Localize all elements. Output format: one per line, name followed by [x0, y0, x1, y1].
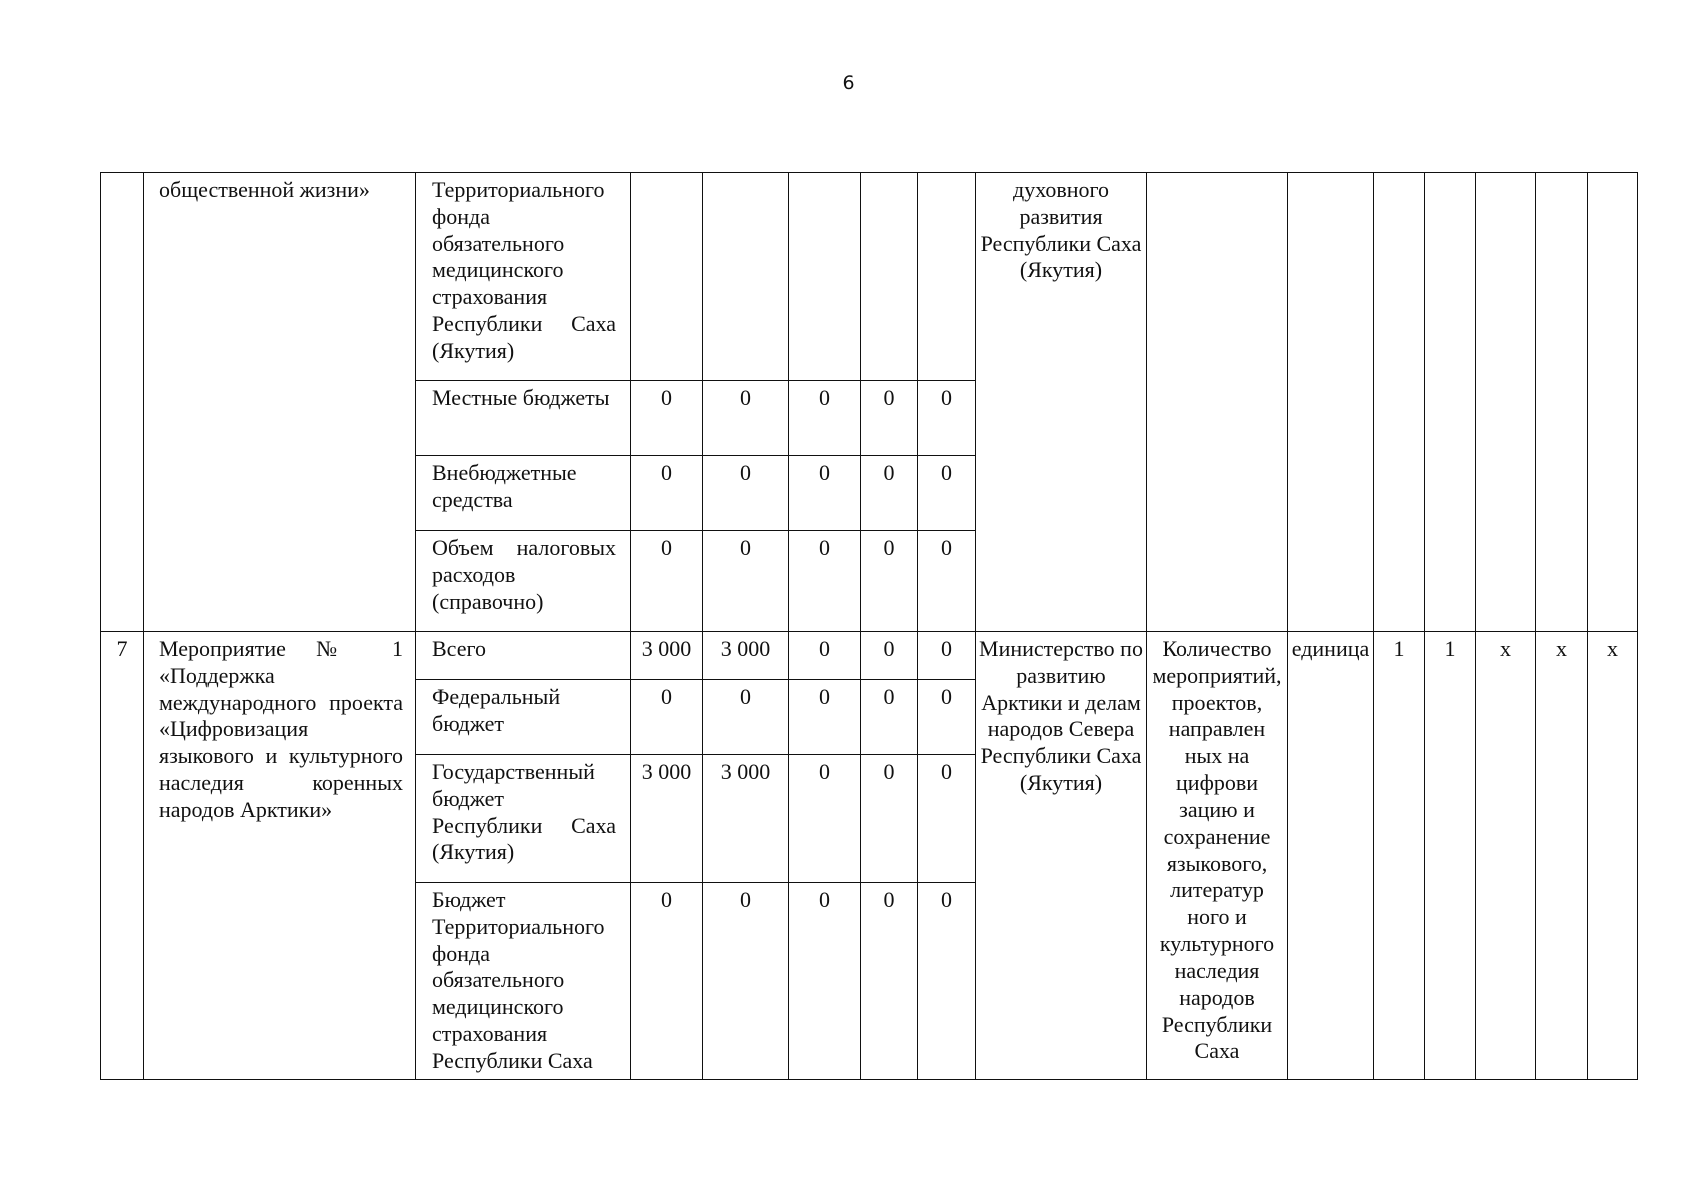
indicator-cell: [1147, 173, 1288, 632]
indicator-value-cell: х: [1588, 632, 1638, 1080]
indicator-value-cell: [1536, 173, 1588, 632]
funding-source-cell: Внебюджетные средства: [416, 456, 631, 531]
value-cell: 0: [861, 883, 918, 1080]
funding-source-cell: Территориального фонда обязательного медицинского страхования Республики Саха (Якутия): [416, 173, 631, 381]
value-cell: 0: [789, 456, 861, 531]
value-cell: 0: [861, 680, 918, 755]
value-cell: [631, 173, 703, 381]
program-table: [100, 172, 1638, 1080]
funding-source-cell: Бюджет Территориального фонда обязательного медицинского страхования Республики Саха: [416, 883, 631, 1080]
table-row: [101, 173, 1638, 381]
indicator-value-cell: х: [1536, 632, 1588, 1080]
value-cell: 0: [918, 381, 976, 456]
funding-source-cell: Федеральный бюджет: [416, 680, 631, 755]
value-cell: 3 000: [703, 755, 789, 883]
indicator-cell: Количество мероприятий, проектов, направлен ных на цифрови зацию и сохранение языкового, литератур ного и культурного наследия народов Республики Саха: [1147, 632, 1288, 1080]
value-cell: 3 000: [703, 632, 789, 680]
unit-cell: единица: [1288, 632, 1374, 1080]
indicator-value-cell: 1: [1374, 632, 1425, 1080]
value-cell: 3 000: [631, 632, 703, 680]
value-cell: 0: [631, 381, 703, 456]
indicator-value-cell: [1476, 173, 1536, 632]
value-cell: 3 000: [631, 755, 703, 883]
funding-source-cell: Государственный бюджет Республики Саха (Якутия): [416, 755, 631, 883]
indicator-value-cell: 1: [1425, 632, 1476, 1080]
activity-name-cell: Мероприятие № 1 «Поддержка международного проекта «Цифровизация языкового и культурного наследия коренных народов Арктики»: [144, 632, 416, 1080]
funding-source-cell: Местные бюджеты: [416, 381, 631, 456]
funding-source-cell: Объем налоговых расходов (справочно): [416, 531, 631, 632]
value-cell: 0: [789, 883, 861, 1080]
indicator-value-cell: х: [1476, 632, 1536, 1080]
row-number-cell: [101, 173, 144, 632]
value-cell: 0: [789, 632, 861, 680]
value-cell: 0: [861, 755, 918, 883]
value-cell: 0: [918, 456, 976, 531]
value-cell: 0: [789, 680, 861, 755]
row-number-cell: 7: [101, 632, 144, 1080]
value-cell: 0: [789, 755, 861, 883]
indicator-value-cell: [1374, 173, 1425, 632]
unit-cell: [1288, 173, 1374, 632]
value-cell: 0: [703, 883, 789, 1080]
executor-cell: духовного развития Республики Саха (Якутия): [976, 173, 1147, 632]
value-cell: 0: [631, 456, 703, 531]
activity-name-cell: общественной жизни»: [144, 173, 416, 632]
indicator-value-cell: [1588, 173, 1638, 632]
value-cell: 0: [918, 883, 976, 1080]
value-cell: [703, 173, 789, 381]
indicator-value-cell: [1425, 173, 1476, 632]
table-row: [101, 632, 1638, 680]
value-cell: 0: [918, 680, 976, 755]
value-cell: [918, 173, 976, 381]
funding-source-cell: Всего: [416, 632, 631, 680]
value-cell: [789, 173, 861, 381]
value-cell: 0: [631, 680, 703, 755]
value-cell: 0: [703, 531, 789, 632]
value-cell: 0: [918, 632, 976, 680]
value-cell: 0: [918, 755, 976, 883]
value-cell: [861, 173, 918, 381]
value-cell: 0: [861, 632, 918, 680]
executor-cell: Министерство по развитию Арктики и делам народов Севера Республики Саха (Якутия): [976, 632, 1147, 1080]
value-cell: 0: [631, 883, 703, 1080]
value-cell: 0: [861, 456, 918, 531]
page-number: 6: [842, 72, 855, 94]
value-cell: 0: [789, 381, 861, 456]
value-cell: 0: [861, 381, 918, 456]
value-cell: 0: [703, 456, 789, 531]
value-cell: 0: [861, 531, 918, 632]
value-cell: 0: [789, 531, 861, 632]
value-cell: 0: [918, 531, 976, 632]
value-cell: 0: [631, 531, 703, 632]
value-cell: 0: [703, 381, 789, 456]
value-cell: 0: [703, 680, 789, 755]
